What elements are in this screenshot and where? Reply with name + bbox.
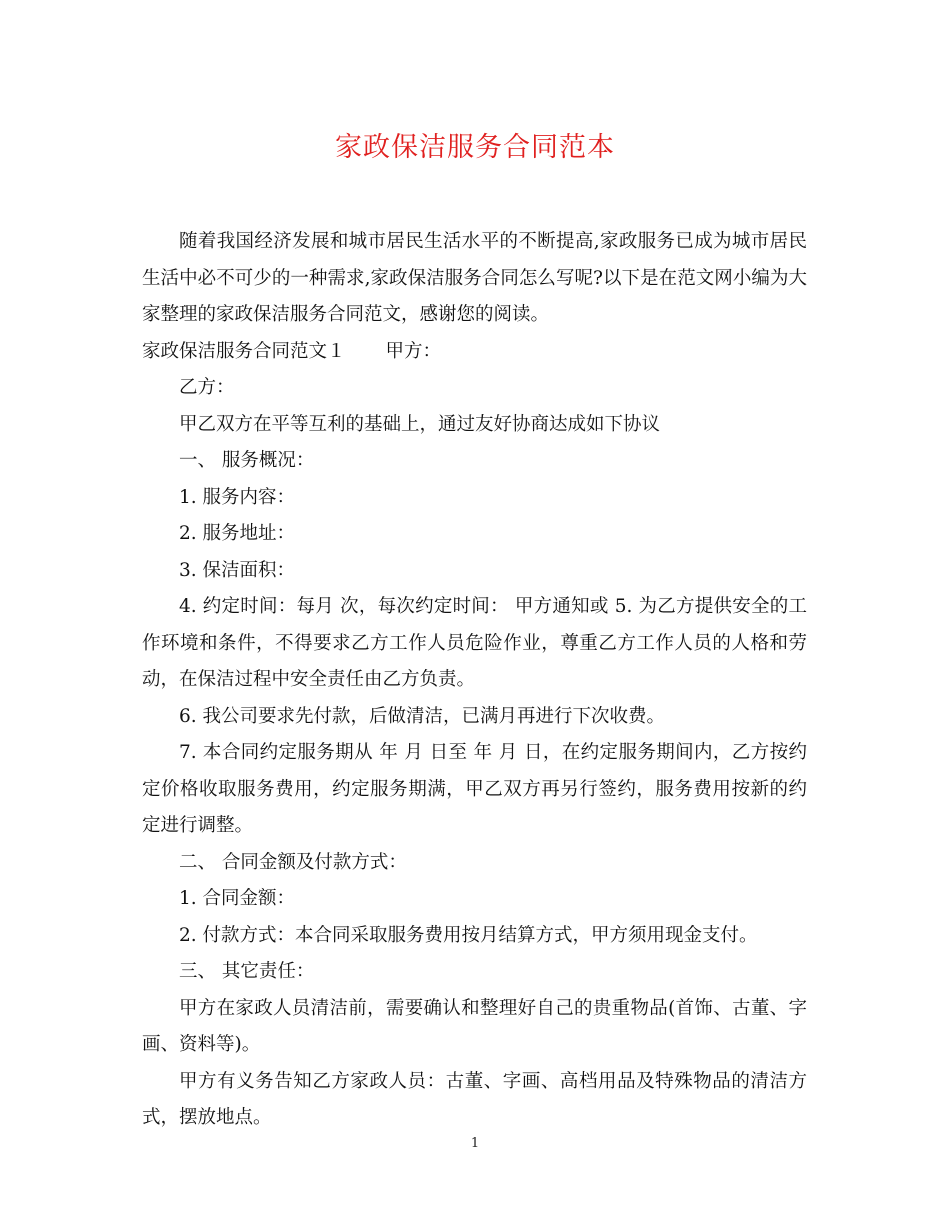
item-1-1: 1. 服务内容： (179, 486, 296, 508)
section-1-heading: 一、 服务概况： (179, 450, 315, 471)
intro-paragraph: 随着我国经济发展和城市居民生活水平的不断提高,家政服务已成为城市居民生活中必不可少的一种需求,家政保洁服务合同怎么写呢?以下是在范文网小编为大家整理的家政保洁服务合同范文，感谢您的阅读。 (142, 231, 807, 325)
agreement-paragraph: 甲乙双方在平等互利的基础上，通过友好协商达成如下协议 (179, 413, 661, 435)
party-b-label: 乙方： (179, 377, 235, 398)
item-2-1: 1. 合同金额： (179, 888, 296, 909)
document-title: 家政保洁服务合同范本 (335, 132, 615, 163)
item-1-2: 2. 服务地址： (179, 523, 296, 544)
page-number: 1 (470, 1136, 480, 1151)
item-1-3: 3. 保洁面积： (179, 559, 296, 581)
document-body (142, 224, 807, 1137)
section-3-heading: 三、 其它责任： (179, 961, 315, 982)
item-3-1: 甲方在家政人员清洁前，需要确认和整理好自己的贵重物品(首饰、古董、字画、资料等)。 (142, 997, 807, 1055)
sample-heading: 家政保洁服务合同范文１ (142, 340, 346, 362)
item-1-4: 4. 约定时间：每月 次，每次约定时间： 甲方通知或 5. 为乙方提供安全的工作环境和条件，不得要求乙方工作人员危险作业，尊重乙方工作人员的人格和劳动，在保洁过程中安全责任由乙方负责。 (142, 596, 807, 690)
item-1-7: 7. 本合同约定服务期从 年 月 日至 年 月 日，在约定服务期间内，乙方按约定价格收取服务费用，约定服务期满，甲乙双方再另行签约，服务费用按新的约定进行调整。 (142, 742, 807, 836)
sample-heading-line (142, 334, 807, 371)
item-1-6: 6. 我公司要求先付款，后做清洁，已满月再进行下次收费。 (179, 705, 666, 727)
item-2-2: 2. 付款方式：本合同采取服务费用按月结算方式，甲方须用现金支付。 (179, 924, 758, 946)
item-3-2: 甲方有义务告知乙方家政人员：古董、字画、高档用品及特殊物品的清洁方式，摆放地点。 (142, 1070, 807, 1128)
section-2-heading: 二、 合同金额及付款方式： (179, 851, 407, 873)
party-a-label: 甲方： (385, 340, 442, 362)
